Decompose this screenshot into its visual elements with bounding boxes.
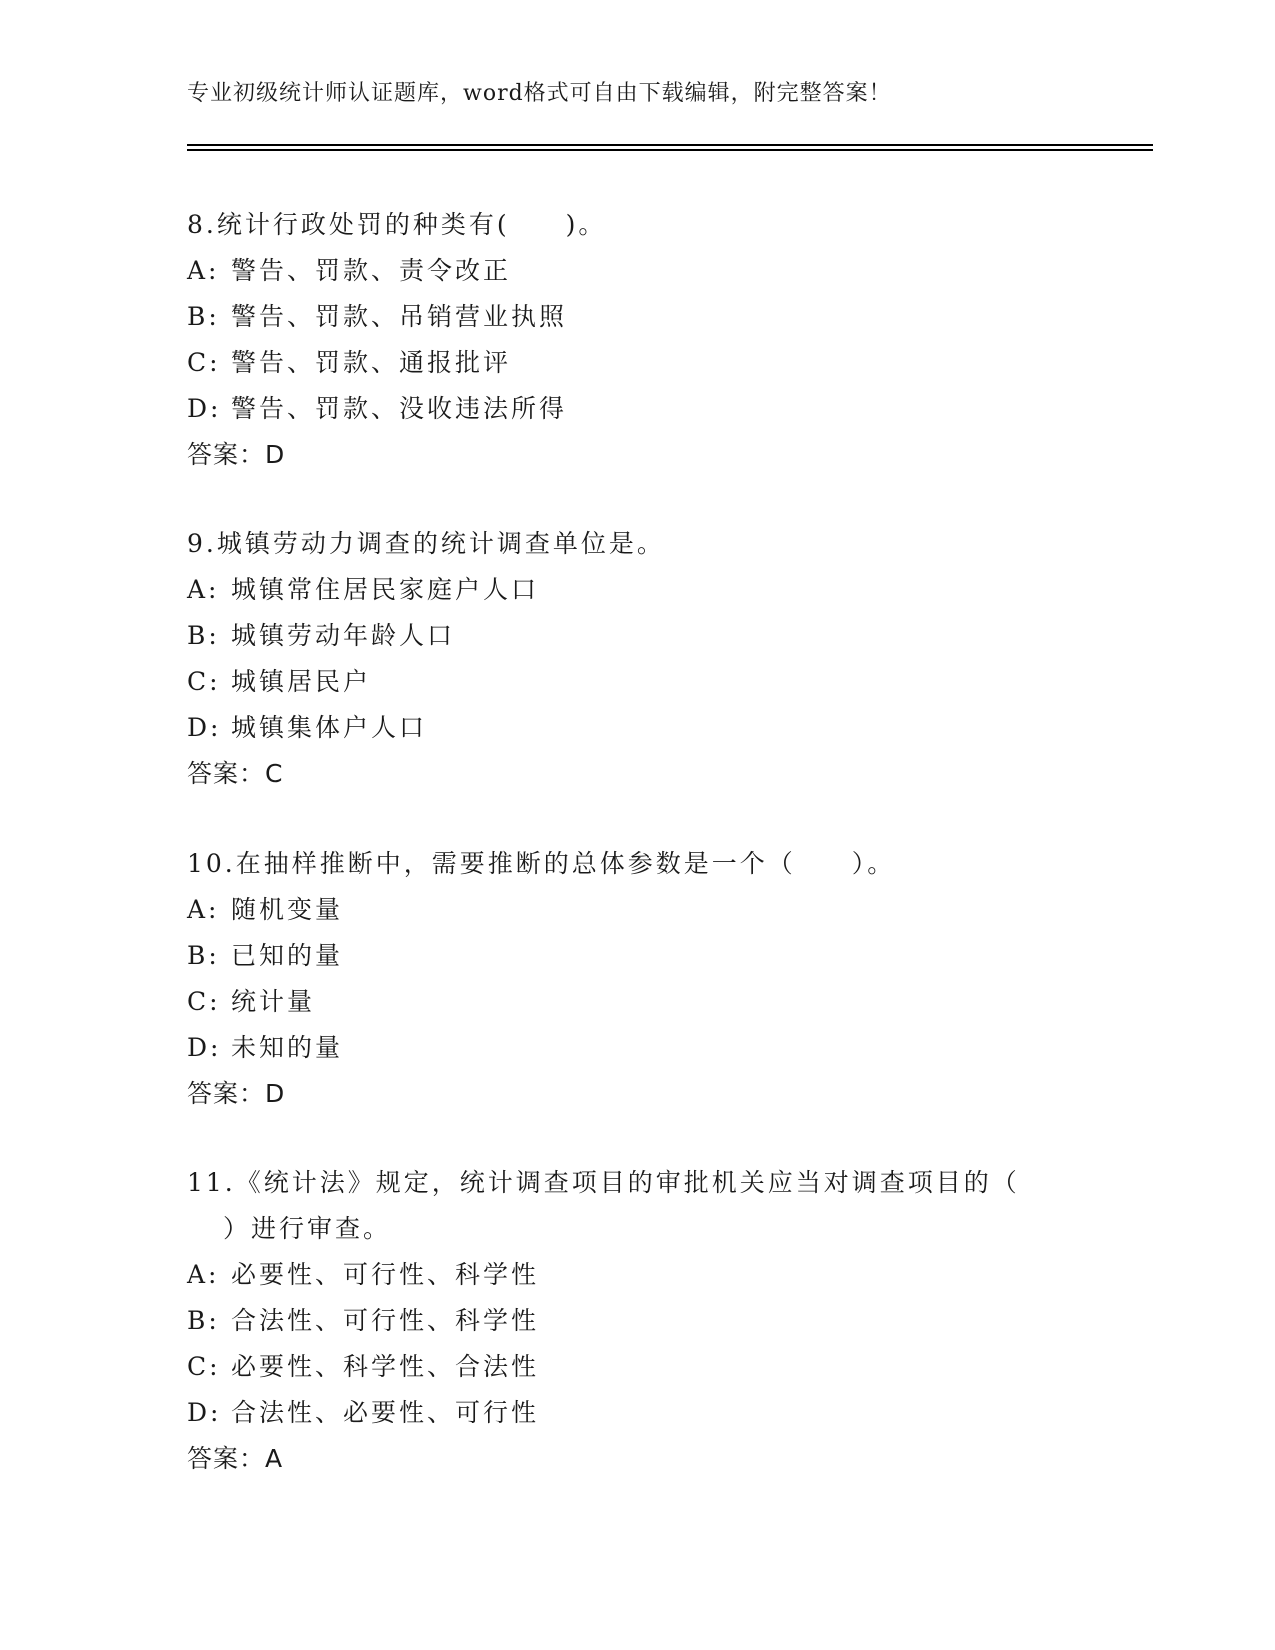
option-d: [187, 386, 1067, 432]
option-text: 未知的量: [231, 1033, 344, 1062]
option-text: 警告、罚款、没收违法所得: [231, 394, 568, 423]
option-text: 警告、罚款、通报批评: [231, 348, 512, 377]
option-d: [187, 705, 1067, 751]
question-10: [187, 841, 1067, 1117]
header-rule-top: [187, 144, 1153, 146]
option-letter: A:: [187, 895, 220, 924]
answer-line: 答案：D: [187, 1079, 286, 1108]
option-letter: B:: [187, 1306, 220, 1335]
option-letter: A:: [187, 256, 220, 285]
option-c: [187, 340, 1067, 386]
option-b: [187, 933, 1067, 979]
option-b: [187, 613, 1067, 659]
option-text: 合法性、可行性、科学性: [231, 1306, 540, 1335]
option-c: [187, 659, 1067, 705]
option-d: [187, 1390, 1067, 1436]
option-text: 必要性、科学性、合法性: [231, 1352, 540, 1381]
option-letter: A:: [187, 575, 220, 604]
option-letter: D:: [187, 1398, 222, 1427]
answer-line: 答案：A: [187, 1444, 284, 1473]
option-letter: B:: [187, 302, 220, 331]
option-letter: C:: [187, 987, 221, 1016]
option-a: [187, 887, 1067, 933]
answer-line: 答案：D: [187, 440, 286, 469]
option-text: 统计量: [231, 987, 316, 1016]
option-a: [187, 1252, 1067, 1298]
answer-line: 答案：C: [187, 759, 284, 788]
option-letter: C:: [187, 667, 221, 696]
option-letter: B:: [187, 621, 220, 650]
option-b: [187, 1298, 1067, 1344]
option-text: 已知的量: [231, 941, 344, 970]
option-letter: C:: [187, 348, 221, 377]
question-9: [187, 521, 1067, 797]
option-text: 警告、罚款、吊销营业执照: [231, 302, 568, 331]
question-stem: 11.《统计法》规定，统计调查项目的审批机关应当对调查项目的（: [187, 1168, 1020, 1197]
page-header: 专业初级统计师认证题库，word格式可自由下载编辑，附完整答案！: [187, 81, 892, 106]
question-stem: 8.统计行政处罚的种类有( )。: [187, 210, 607, 239]
option-text: 警告、罚款、责令改正: [231, 256, 512, 285]
question-8: [187, 202, 1067, 478]
option-text: 必要性、可行性、科学性: [231, 1260, 540, 1289]
option-letter: B:: [187, 941, 220, 970]
option-a: [187, 567, 1067, 613]
question-stem: 10.在抽样推断中，需要推断的总体参数是一个（ ）。: [187, 849, 896, 878]
option-text: 城镇劳动年龄人口: [231, 621, 456, 650]
option-text: 城镇常住居民家庭户人口: [231, 575, 540, 604]
option-letter: D:: [187, 713, 222, 742]
option-text: 合法性、必要性、可行性: [231, 1398, 540, 1427]
option-c: [187, 979, 1067, 1025]
question-stem-continued: ）进行审查。: [223, 1214, 392, 1243]
option-d: [187, 1025, 1067, 1071]
option-c: [187, 1344, 1067, 1390]
option-text: 城镇集体户人口: [231, 713, 428, 742]
option-letter: C:: [187, 1352, 221, 1381]
option-text: 随机变量: [231, 895, 344, 924]
option-letter: D:: [187, 1033, 222, 1062]
question-11: [187, 1160, 1067, 1482]
question-stem: 9.城镇劳动力调查的统计调查单位是。: [187, 529, 665, 558]
header-rule-bottom: [187, 149, 1153, 151]
option-a: [187, 248, 1067, 294]
option-b: [187, 294, 1067, 340]
option-letter: D:: [187, 394, 222, 423]
option-letter: A:: [187, 1260, 220, 1289]
option-text: 城镇居民户: [231, 667, 372, 696]
